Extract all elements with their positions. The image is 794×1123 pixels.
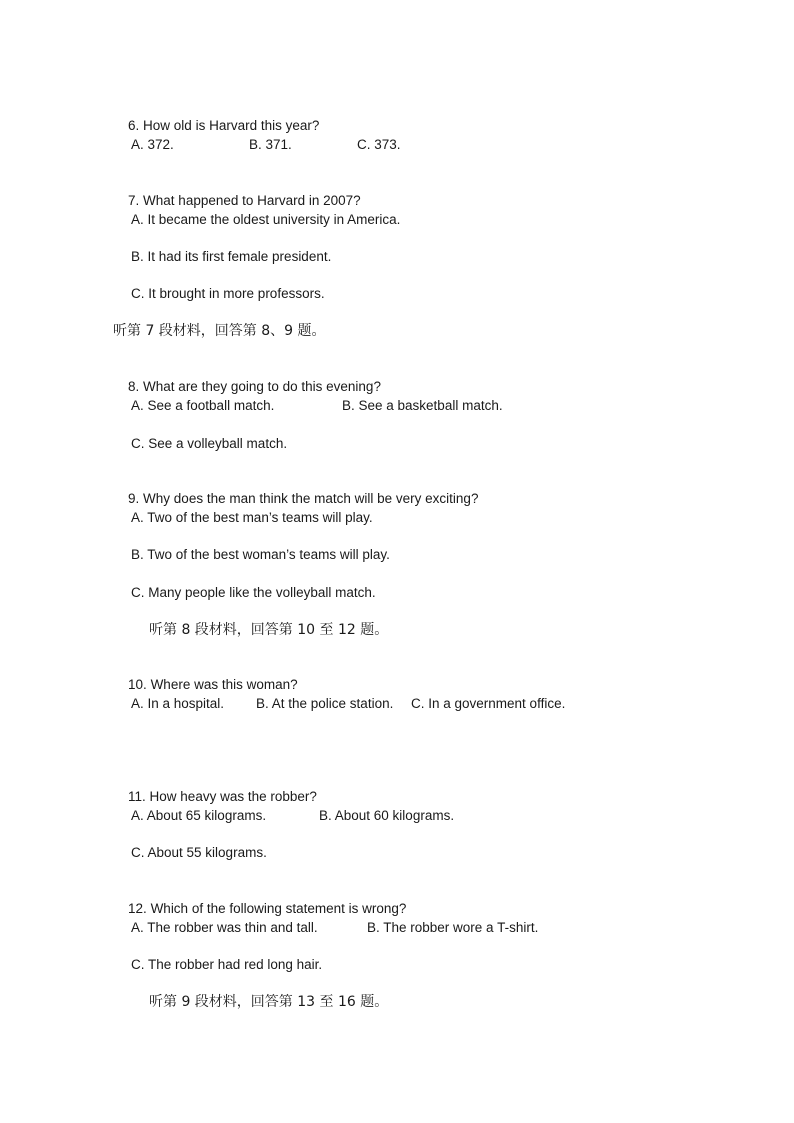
- option-11a: A. About 65 kilograms.: [131, 808, 267, 823]
- option-12b: B. The robber wore a T-shirt.: [367, 920, 539, 935]
- question-12: 12. Which of the following statement is wrong?: [128, 901, 407, 916]
- option-8a: A. See a football match.: [131, 398, 275, 413]
- option-10a: A. In a hospital.: [131, 696, 225, 711]
- option-7a: A. It became the oldest university in America.: [131, 212, 401, 227]
- option-11c: C. About 55 kilograms.: [131, 845, 267, 860]
- question-10: 10. Where was this woman?: [128, 677, 298, 692]
- question-8: 8. What are they going to do this evening?: [128, 379, 381, 394]
- option-6a: A. 372.: [131, 137, 174, 152]
- option-10c: C. In a government office.: [411, 696, 566, 711]
- section-instruction-9: 听第 9 段材料，回答第 13 至 16 题。: [149, 994, 389, 1010]
- option-10b: B. At the police station.: [256, 696, 394, 711]
- option-6c: C. 373.: [357, 137, 401, 152]
- option-12c: C. The robber had red long hair.: [131, 957, 323, 972]
- option-9b: B. Two of the best woman’s teams will play.: [131, 547, 390, 562]
- section-instruction-7: 听第 7 段材料，回答第 8、9 题。: [113, 323, 326, 339]
- option-6b: B. 371.: [249, 137, 292, 152]
- question-7: 7. What happened to Harvard in 2007?: [128, 193, 361, 208]
- option-8c: C. See a volleyball match.: [131, 436, 288, 451]
- option-9c: C. Many people like the volleyball match.: [131, 585, 376, 600]
- option-12a: A. The robber was thin and tall.: [131, 920, 318, 935]
- option-7b: B. It had its first female president.: [131, 249, 332, 264]
- option-11b: B. About 60 kilograms.: [319, 808, 455, 823]
- option-7c: C. It brought in more professors.: [131, 286, 325, 301]
- section-instruction-8: 听第 8 段材料，回答第 10 至 12 题。: [149, 622, 389, 638]
- question-9: 9. Why does the man think the match will be very exciting?: [128, 491, 479, 506]
- question-11: 11. How heavy was the robber?: [128, 789, 317, 804]
- question-6: 6. How old is Harvard this year?: [128, 118, 320, 133]
- option-9a: A. Two of the best man’s teams will play.: [131, 510, 373, 525]
- option-8b: B. See a basketball match.: [342, 398, 503, 413]
